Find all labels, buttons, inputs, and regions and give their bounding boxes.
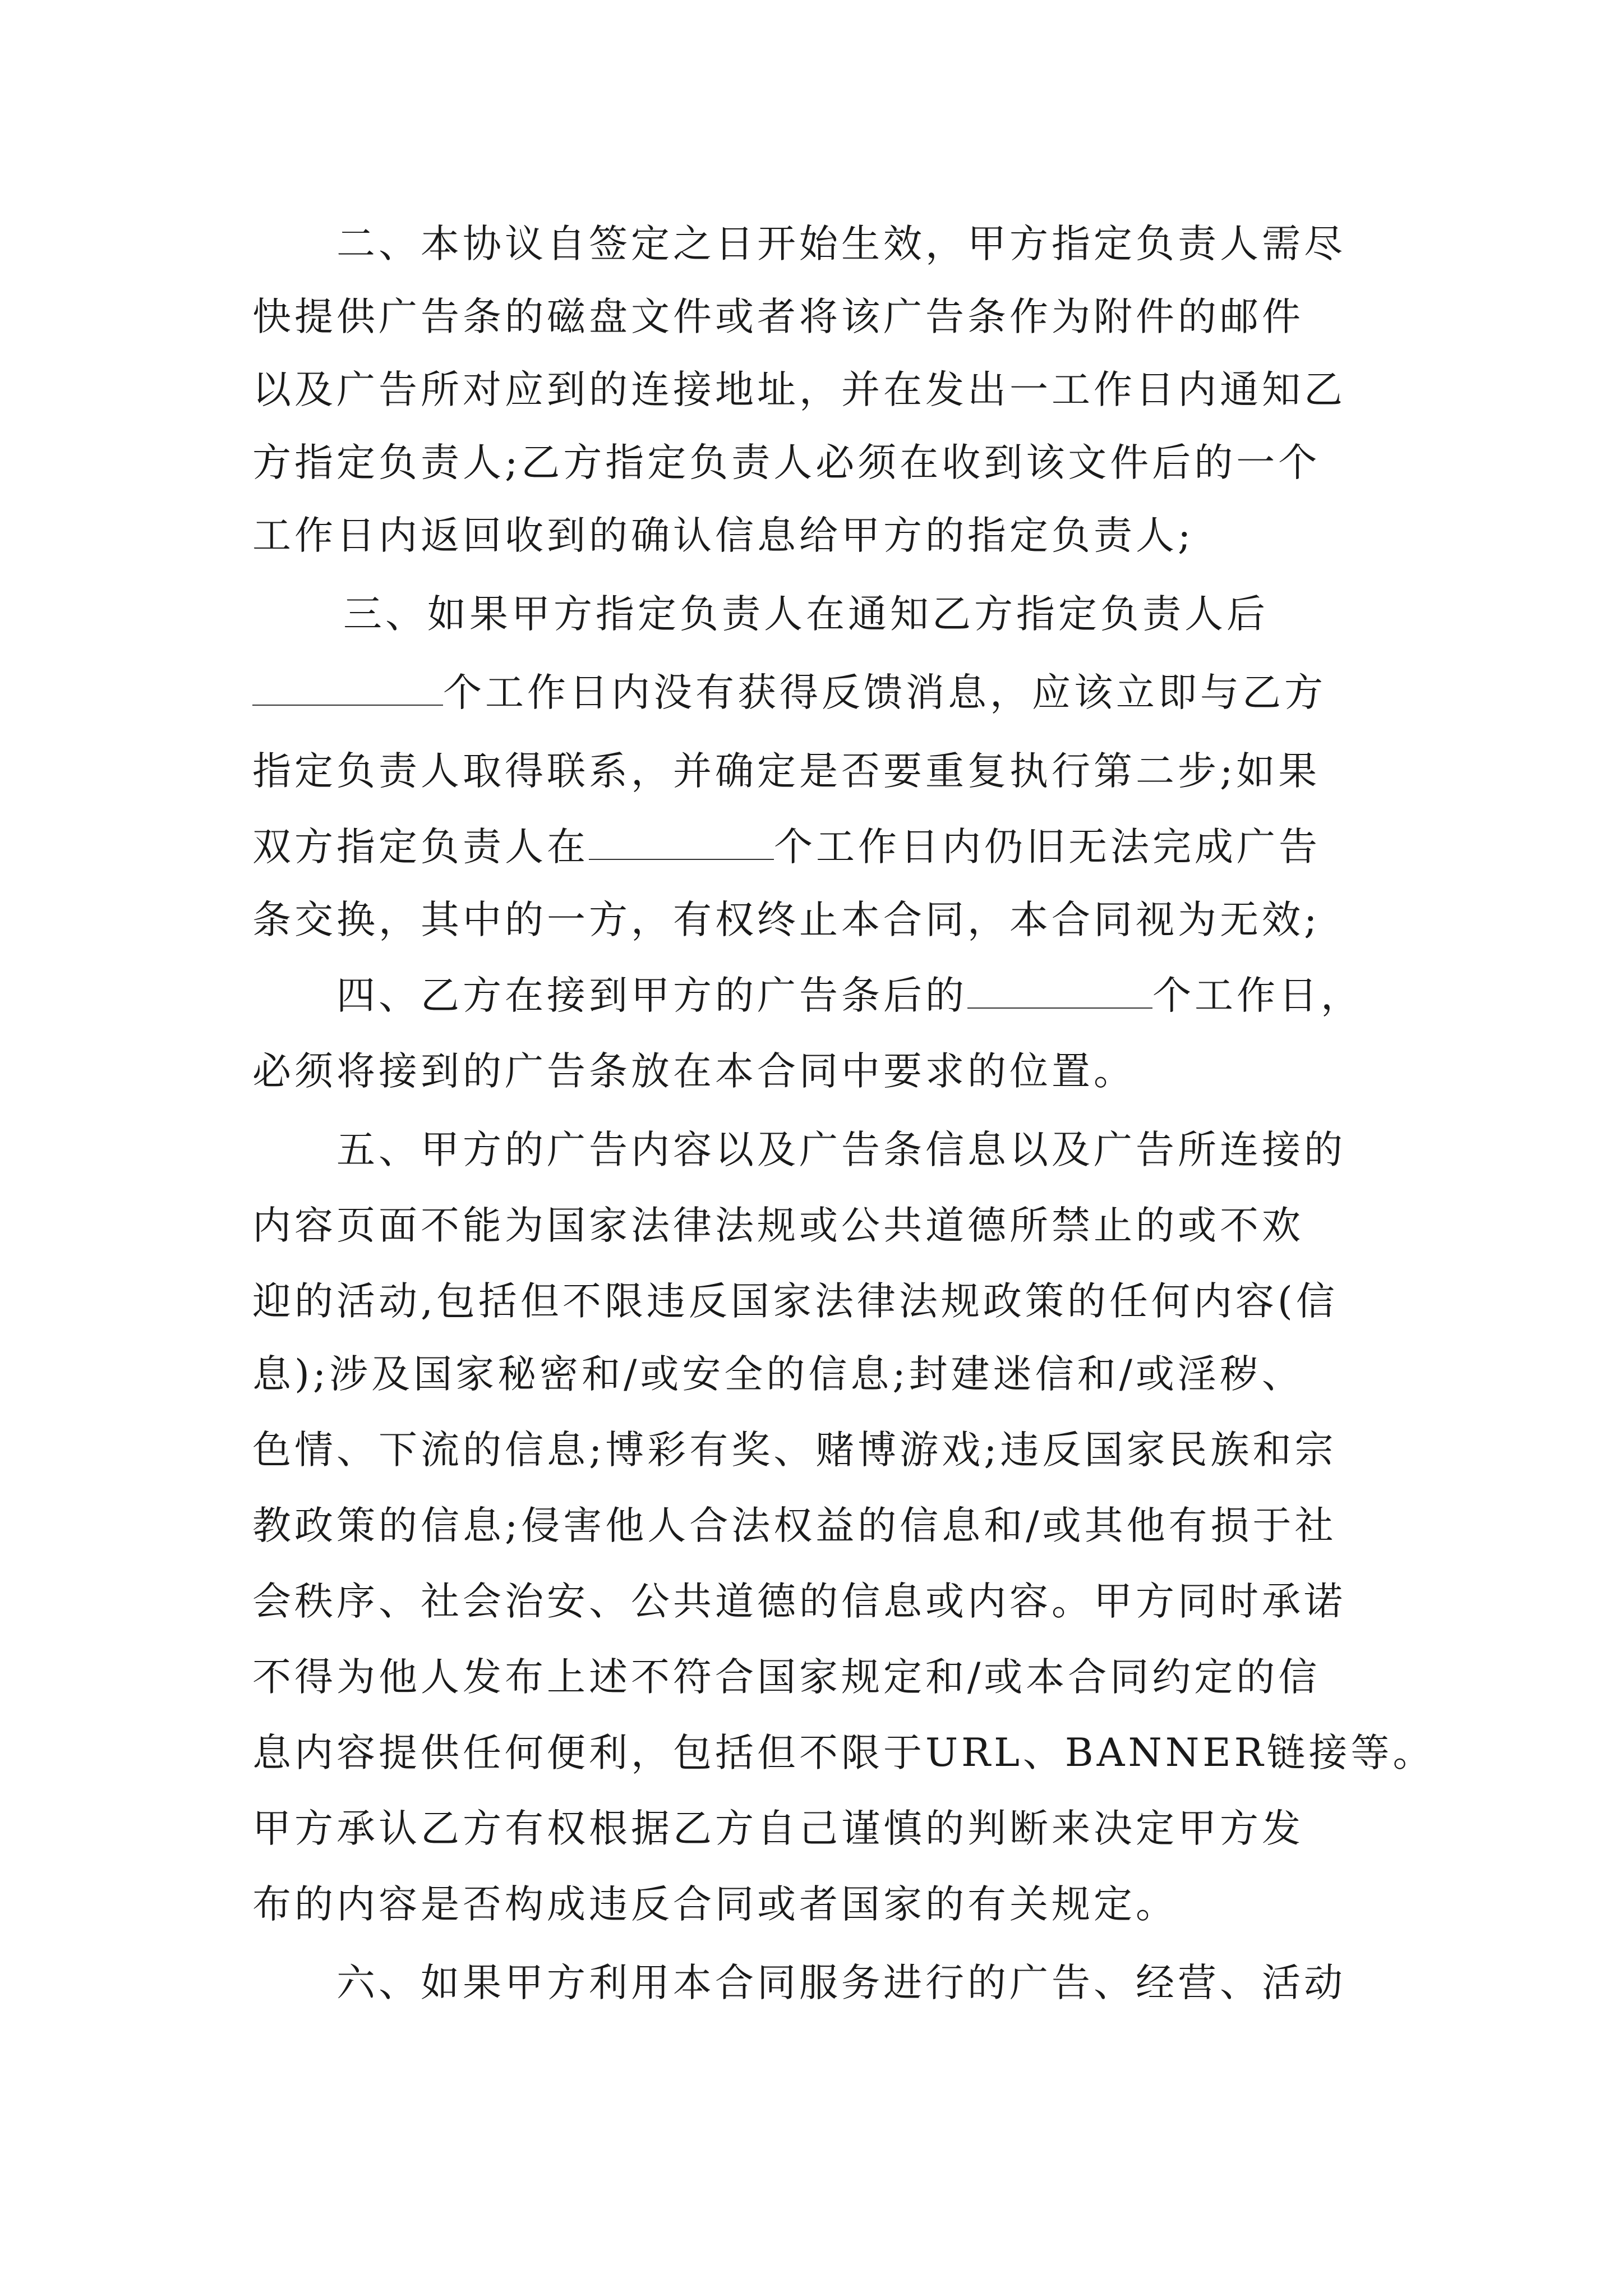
clause-6-line-1: 六、如果甲方利用本合同服务进行的广告、经营、活动: [336, 1961, 1346, 2005]
clause-5-line-1: 五、甲方的广告内容以及广告条信息以及广告所连接的: [336, 1128, 1346, 1172]
clause-5-line-11: 布的内容是否构成违反合同或者国家的有关规定。: [252, 1882, 1178, 1927]
clause-5-line-8: 不得为他人发布上述不符合国家规定和/或本合同约定的信: [252, 1655, 1321, 1700]
clause-2-line-1: 二、本协议自签定之日开始生效，甲方指定负责人需尽: [336, 222, 1346, 266]
clause-3-line-2-text: 个工作日内没有获得反馈消息，应该立即与乙方: [443, 670, 1326, 715]
clause-5-line-9: 息内容提供任何便利，包括但不限于URL、BANNER链接等。: [252, 1731, 1435, 1775]
clause-5-line-5: 色情、下流的信息;博彩有奖、赌博游戏;违反国家民族和宗: [252, 1428, 1337, 1473]
clause-3-line-4-text-before: 双方指定负责人在: [252, 825, 589, 869]
clause-3-line-4: [252, 825, 1321, 869]
clause-3-line-5: 条交换，其中的一方，有权终止本合同，本合同视为无效;: [252, 898, 1321, 942]
clause-3-line-2: [252, 670, 1326, 715]
clause-2-line-3: 以及广告所对应到的连接地址，并在发出一工作日内通知乙: [252, 367, 1346, 412]
fill-in-blank-days-3[interactable]: [967, 975, 1152, 1009]
clause-5-line-2: 内容页面不能为国家法律法规或公共道德所禁止的或不欢: [252, 1203, 1304, 1248]
clause-2-line-4: 方指定负责人;乙方指定负责人必须在收到该文件后的一个: [252, 440, 1321, 485]
clause-5-line-4: 息);涉及国家秘密和/或安全的信息;封建迷信和/或淫秽、: [252, 1352, 1304, 1397]
clause-5-line-10: 甲方承认乙方有权根据乙方自己谨慎的判断来决定甲方发: [252, 1806, 1304, 1851]
clause-5-line-7: 会秩序、社会治安、公共道德的信息或内容。甲方同时承诺: [252, 1579, 1346, 1624]
clause-4-line-1-text-before: 四、乙方在接到甲方的广告条后的: [336, 973, 967, 1018]
clause-5-line-3: 迎的活动,包括但不限违反国家法律法规政策的任何内容(信: [252, 1279, 1338, 1324]
clause-4-line-2: 必须将接到的广告条放在本合同中要求的位置。: [252, 1049, 1136, 1094]
fill-in-blank-days-2[interactable]: [589, 826, 774, 860]
clause-2-line-5: 工作日内返回收到的确认信息给甲方的指定负责人;: [252, 513, 1195, 558]
clause-2-line-2: 快提供广告条的磁盘文件或者将该广告条作为附件的邮件: [252, 295, 1304, 339]
clause-3-line-4-text-after: 个工作日内仍旧无法完成广告: [774, 825, 1321, 869]
fill-in-blank-days-1[interactable]: [252, 672, 443, 706]
clause-3-line-1: 三、如果甲方指定负责人在通知乙方指定负责人后: [343, 592, 1269, 637]
clause-5-line-6: 教政策的信息;侵害他人合法权益的信息和/或其他有损于社: [252, 1503, 1337, 1548]
clause-4-line-1: [336, 973, 1363, 1018]
clause-4-line-1-text-after: 个工作日，: [1152, 973, 1363, 1018]
clause-3-line-3: 指定负责人取得联系，并确定是否要重复执行第二步;如果: [252, 749, 1321, 794]
